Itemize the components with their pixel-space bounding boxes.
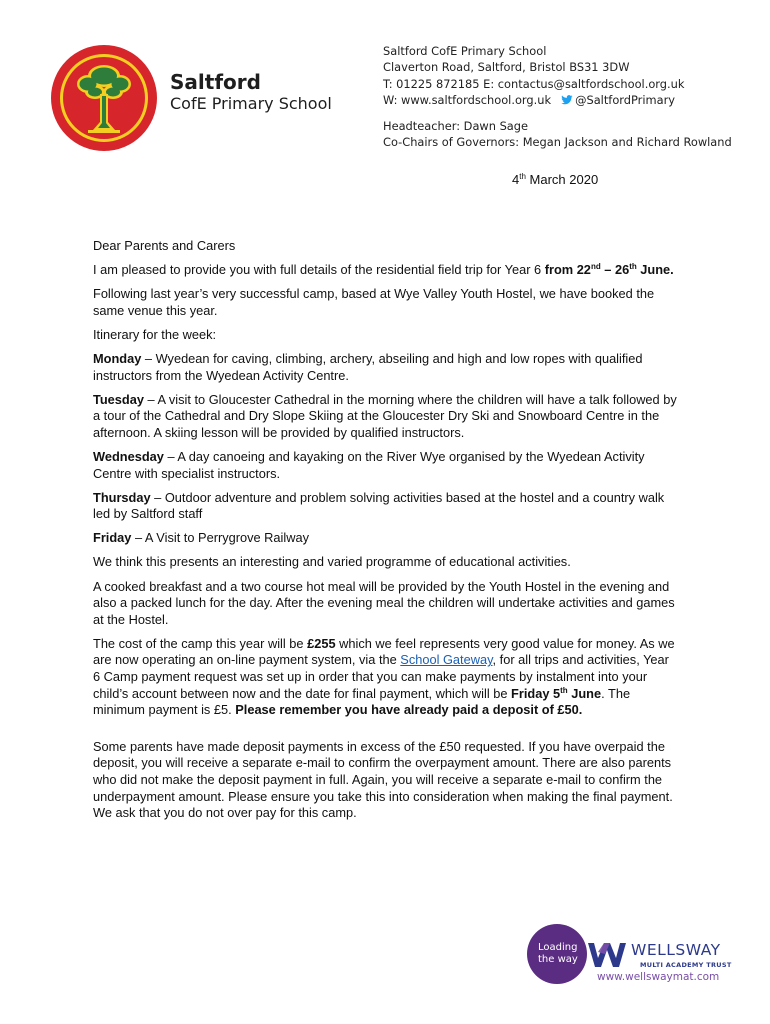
school-subtitle: CofE Primary School (170, 94, 332, 113)
intro-date-start: from 22 (544, 262, 591, 278)
intro-text: I am pleased to provide you with full details of the residential field trip for Year 6 (93, 262, 545, 278)
circle-line2: the way (538, 954, 578, 965)
intro-date-start-suffix: nd (590, 262, 601, 272)
deposit-paragraph: Some parents have made deposit payments in excess of the £50 requested. If you have overpaid the deposit, you will receive a separate e-mail to confirm the overpayment amount. There are also parents who did not make the deposit payment in full. Again, you will receive a separate e-mail to confirm the underpayment amount. Please ensure you take this into consideration when making the final payment. We ask that you do not over pay for this camp. (93, 738, 673, 821)
trust-website-link[interactable]: www.wellswaymat.com (597, 971, 720, 983)
circle-line1: Loading (538, 942, 578, 953)
letter-body (93, 238, 678, 829)
itinerary-heading: Itinerary for the week: (93, 326, 217, 342)
governors: Co-Chairs of Governors: Megan Jackson and Richard Rowland (383, 135, 732, 150)
programme-paragraph: We think this presents an interesting and varied programme of educational activities. (93, 554, 571, 570)
intro-date-month: June. (636, 262, 674, 278)
web-twitter-line (383, 92, 732, 108)
meals-paragraph: A cooked breakfast and a two course hot meal will be provided by the Youth Hostel in the evening and also a packed lunch for the day. After the evening meal the children will undertake activities and games at the Hostel. (93, 578, 675, 627)
wednesday-label: Wednesday (93, 448, 164, 464)
friday-label: Friday (93, 530, 132, 546)
cost-text-g: . The minimum payment is £5. (93, 685, 631, 718)
tuesday-text: – A visit to Gloucester Cathedral in the morning where the children will have a talk followed by a tour of the Cathedral and Dry Slope Skiing at the Gloucester Dry Ski and Snowboard Centre in the afternoon. A skiing lesson will be provided by qualified instructors. (93, 391, 677, 440)
itinerary-wednesday (93, 449, 678, 482)
trust-name: WELLSWAY (631, 941, 721, 959)
date-month-year: March 2020 (525, 172, 599, 187)
friday-text: – A Visit to Perrygrove Railway (131, 530, 309, 546)
itinerary-thursday (93, 490, 678, 523)
school-contact-block (383, 43, 732, 150)
cost-text-d: , for all trips and activities, Year 6 Camp payment request was set up in order that you can make payments by instalment into your child’s account between now and the date for final payment, which will be (93, 652, 669, 701)
headteacher: Headteacher: Dawn Sage (383, 118, 529, 133)
cost-amount: £255 (307, 635, 336, 651)
final-payment-month: June (567, 685, 602, 701)
address-name: Saltford CofE Primary School (383, 44, 547, 58)
twitter-bird-icon (561, 95, 573, 105)
address-street: Claverton Road, Saltford, Bristol BS31 3DW (383, 60, 630, 75)
cost-paragraph (93, 636, 678, 719)
monday-text: – Wyedean for caving, climbing, archery, abseiling and high and low ropes with qualified instructors from the Wyedean Activity Centre. (93, 350, 643, 383)
school-name: Saltford (170, 70, 261, 94)
trust-tagline: MULTI ACADEMY TRUST (640, 961, 732, 969)
final-payment-date-suffix: th (560, 685, 568, 695)
loading-the-way-logo (527, 924, 587, 984)
salutation: Dear Parents and Carers (93, 238, 236, 253)
monday-label: Monday (93, 350, 142, 366)
thursday-text: – Outdoor adventure and problem solving activities based at the hostel and a country walk led by Saltford staff (93, 489, 665, 522)
wellsway-w-mark-icon (586, 940, 628, 970)
itinerary-friday (93, 530, 678, 547)
twitter-handle[interactable]: @SaltfordPrimary (575, 93, 676, 108)
website-link[interactable]: W: www.saltfordschool.org.uk (383, 93, 552, 108)
date-suffix: th (519, 172, 526, 181)
venue-paragraph: Following last year’s very successful camp, based at Wye Valley Youth Hostel, we have booked the same venue this year. (93, 286, 655, 318)
date-day: 4 (512, 172, 520, 187)
itinerary-tuesday (93, 392, 678, 442)
intro-date-end: – 26 (600, 262, 630, 278)
deposit-reminder: Please remember you have already paid a deposit of £50. (235, 702, 583, 718)
tuesday-label: Tuesday (93, 391, 144, 407)
wednesday-text: – A day canoeing and kayaking on the River Wye organised by the Wyedean Activity Centre with specialist instructors. (93, 448, 645, 481)
school-crest-logo (50, 44, 158, 152)
cost-text-c: which we feel represents very good value for money. As we are now operating an on-line payment system, via the (93, 635, 675, 668)
thursday-label: Thursday (93, 489, 151, 505)
cost-text-a: The cost of the camp this year will be (93, 635, 308, 651)
school-gateway-link[interactable]: School Gateway (400, 652, 493, 668)
phone-email: T: 01225 872185 E: contactus@saltfordschool.org.uk (383, 76, 685, 91)
intro-paragraph (93, 262, 678, 279)
itinerary-monday (93, 351, 678, 384)
intro-date-end-suffix: th (629, 262, 637, 272)
letter-date (512, 172, 598, 187)
final-payment-date: Friday 5 (511, 685, 561, 701)
